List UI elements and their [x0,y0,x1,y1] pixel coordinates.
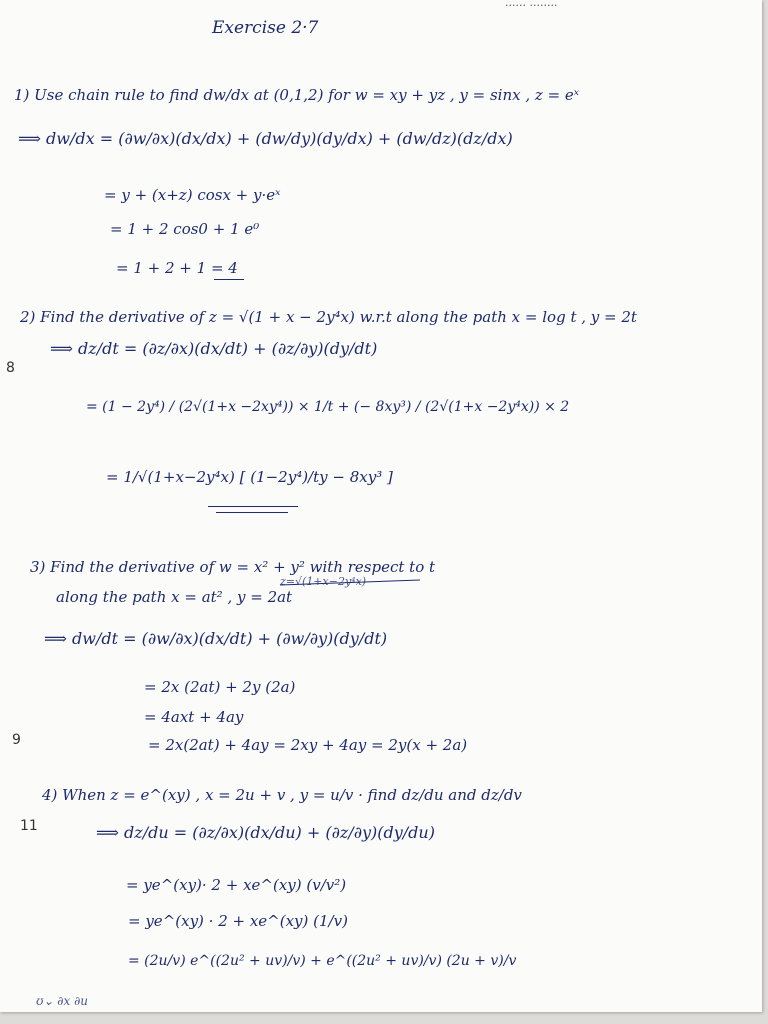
q1-prompt: 1) Use chain rule to find dw/dx at (0,1,2) for w = xy + yz , y = sinx , z = eˣ [14,86,580,104]
bottom-fragment-text: ʊ⌄ ∂x ∂u [36,994,89,1008]
q3-path: along the path x = at² , y = 2at [56,588,293,606]
q2-result-underline-2 [216,512,288,513]
q3-result: = 2x(2at) + 4ay = 2xy + 4ay = 2y(x + 2a) [148,736,468,754]
q4-step-1: = ye^(xy)· 2 + xe^(xy) (v/v²) [126,876,347,894]
margin-number-11: 11 [20,818,38,834]
q1-result-underline [214,279,244,280]
q1-chain-rule: ⟹ dw/dx = (∂w/∂x)(dx/dx) + (dw/dy)(dy/dx) + (dw/dz)(dz/dx) [18,129,513,148]
q3-step-1: = 2x (2at) + 2y (2a) [144,678,296,696]
q2-result: = 1/√(1+x−2y⁴x) [ (1−2y⁴)/ty − 8xy³ ] [106,468,393,486]
q3-prompt: 3) Find the derivative of w = x² + y² with respect to t [30,558,436,576]
q4-chain-rule: ⟹ dz/du = (∂z/∂x)(dx/du) + (∂z/∂y)(dy/du) [96,823,435,842]
q2-result-underline [208,506,298,507]
q3-chain-rule: ⟹ dw/dt = (∂w/∂x)(dx/dt) + (∂w/∂y)(dy/dt) [44,629,388,648]
q1-step-1: = y + (x+z) cosx + y·eˣ [104,186,281,204]
page-title: Exercise 2·7 [212,18,319,38]
q2-chain-rule: ⟹ dz/dt = (∂z/∂x)(dx/dt) + (∂z/∂y)(dy/dt) [50,339,378,358]
q3-struck-text: z=√(1+x−2y⁴x) [280,575,367,588]
margin-number-9: 9 [12,732,21,748]
q4-prompt: 4) When z = e^(xy) , x = 2u + v , y = u/v · find dz/du and dz/dv [42,786,522,804]
margin-number-8: 8 [6,360,15,376]
top-fragment-text: ······ ········ [505,0,558,12]
q1-step-2: = 1 + 2 cos0 + 1 e⁰ [110,220,260,238]
q3-step-2: = 4axt + 4ay [144,708,244,726]
q4-step-3: = (2u/v) e^((2u² + uv)/v) + e^((2u² + uv)/v) (2u + v)/v [128,953,517,969]
q1-result: = 1 + 2 + 1 = 4 [116,259,238,277]
q4-step-2: = ye^(xy) · 2 + xe^(xy) (1/v) [128,912,348,930]
q2-prompt: 2) Find the derivative of z = √(1 + x − 2y⁴x) w.r.t along the path x = log t , y = 2t [20,308,637,326]
q2-step-1: = (1 − 2y⁴) / (2√(1+x −2xy⁴)) × 1/t + (− 8xy³) / (2√(1+x −2y⁴x)) × 2 [86,399,570,415]
